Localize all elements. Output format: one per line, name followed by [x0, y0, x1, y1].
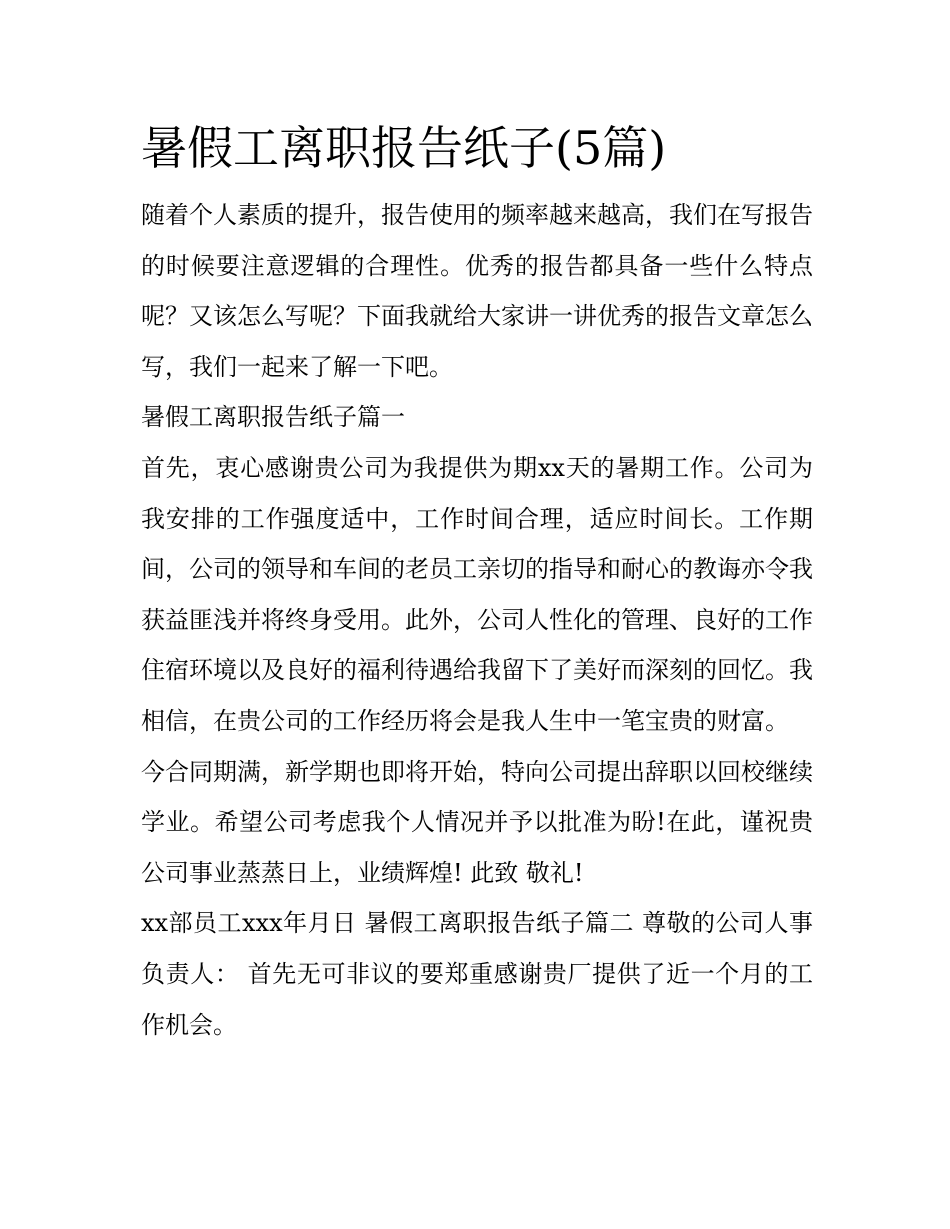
- intro-paragraph: 随着个人素质的提升，报告使用的频率越来越高，我们在写报告的时候要注意逻辑的合理性。优秀的报告都具备一些什么特点呢？又该怎么写呢？下面我就给大家讲一讲优秀的报告文章怎么写，我们一起来了解一下吧。: [141, 201, 813, 381]
- section-heading-part-one: 暑假工离职报告纸子篇一: [141, 403, 405, 432]
- document-title: 暑假工离职报告纸子(5篇): [141, 121, 667, 175]
- body-paragraph-part-two: xx部员工xxx年月日 暑假工离职报告纸子篇二 尊敬的公司人事负责人： 首先无可非议的要郑重感谢贵厂提供了近一个月的工作机会。: [141, 909, 813, 1039]
- body-paragraph-thanks: 首先，衷心感谢贵公司为我提供为期xx天的暑期工作。公司为我安排的工作强度适中，工作时间合理，适应时间长。工作期间，公司的领导和车间的老员工亲切的指导和耐心的教诲亦令我获益匪浅并将终身受用。此外，公司人性化的管理、良好的工作住宿环境以及良好的福利待遇给我留下了美好而深刻的回忆。我相信，在贵公司的工作经历将会是我人生中一笔宝贵的财富。: [141, 453, 813, 735]
- document-content: [141, 112, 813, 1050]
- body-paragraph-resignation: 今合同期满，新学期也即将开始，特向公司提出辞职以回校继续学业。希望公司考虑我个人情况并予以批准为盼!在此，谨祝贵公司事业蒸蒸日上，业绩辉煌! 此致 敬礼!: [141, 757, 813, 887]
